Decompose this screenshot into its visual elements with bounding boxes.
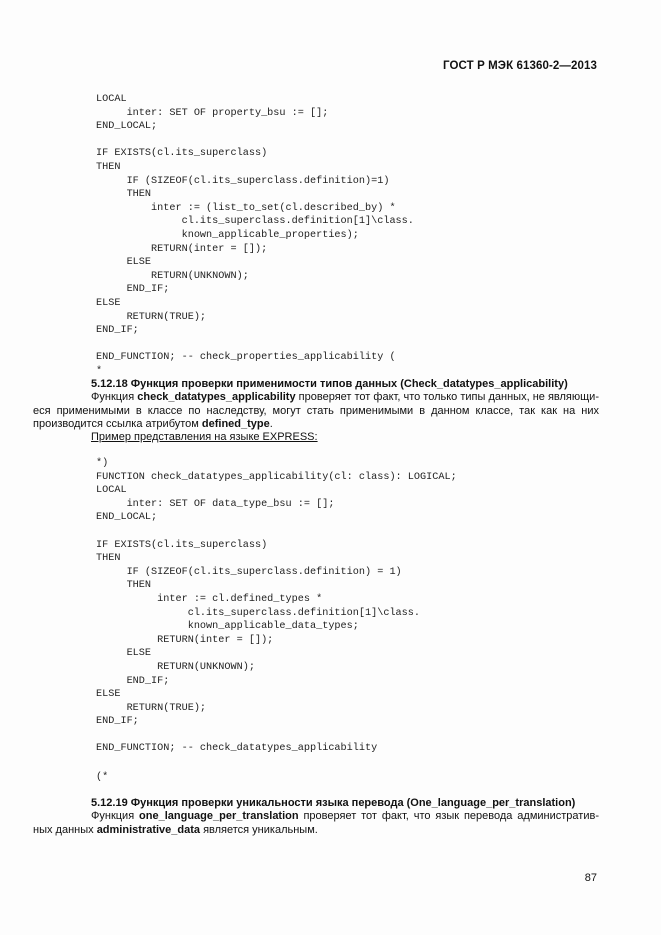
code-line: * <box>96 365 103 377</box>
code-line: END_IF; <box>96 716 139 728</box>
code-line: ELSE <box>96 257 152 269</box>
code-line <box>96 525 457 539</box>
code-line: RETURN(inter = []); <box>96 634 274 646</box>
example-caption: Пример представления на языке EXPRESS: <box>91 431 318 444</box>
function-name: check_datatypes_applicability <box>137 391 296 404</box>
code-line: known_applicable_data_types; <box>96 621 359 633</box>
code-line: END_FUNCTION; -- check_datatypes_applicability <box>96 743 378 755</box>
code-line: FUNCTION check_datatypes_applicability(cl: class): LOGICAL; <box>96 471 457 483</box>
code-line: END_LOCAL; <box>96 512 158 524</box>
code-line: RETURN(UNKNOWN); <box>96 661 255 673</box>
code-line <box>96 338 414 352</box>
code-line: THEN <box>96 161 121 173</box>
code-line: known_applicable_properties); <box>96 229 359 241</box>
code-line: RETURN(inter = []); <box>96 243 268 255</box>
attribute-name: defined_type <box>201 417 270 430</box>
code-line: END_IF; <box>96 284 170 296</box>
code-line: LOCAL <box>96 94 127 105</box>
code-line: END_LOCAL; <box>96 121 158 133</box>
code-line: IF EXISTS(cl.its_superclass) <box>96 539 268 551</box>
code-line: ELSE <box>96 689 121 701</box>
code-line: THEN <box>96 553 121 565</box>
page-number: 87 <box>584 872 597 884</box>
code-line: inter := (list_to_set(cl.described_by) * <box>96 202 396 214</box>
code-line: ELSE <box>96 297 121 309</box>
code-line: THEN <box>96 189 152 201</box>
express-code-block-2 <box>96 457 457 756</box>
code-line <box>96 729 457 743</box>
express-code-tail: (* <box>96 772 109 783</box>
code-line: END_IF; <box>96 675 170 687</box>
function-name: one_language_per_translation <box>139 810 299 823</box>
section-title: 5.12.19 Функция проверки уникальности языка перевода (One_language_per_translation) <box>91 797 576 809</box>
section-title: 5.12.18 Функция проверки применимости типов данных (Check_datatypes_applicability) <box>91 378 568 390</box>
section-5-12-18 <box>33 378 599 444</box>
code-line: inter: SET OF data_type_bsu := []; <box>96 498 335 510</box>
code-line: inter: SET OF property_bsu := []; <box>96 107 329 119</box>
code-line: END_IF; <box>96 325 139 337</box>
code-line: RETURN(TRUE); <box>96 702 207 714</box>
section-paragraph: Функция one_language_per_translation проверяет тот факт, что язык перевода административ-ных данных administrative_data является уникальным. <box>33 810 599 836</box>
code-line: cl.its_superclass.definition[1]\class. <box>96 216 414 228</box>
document-header: ГОСТ Р МЭК 61360-2—2013 <box>443 60 597 72</box>
code-line: THEN <box>96 580 152 592</box>
code-line: IF (SIZEOF(cl.its_superclass.definition) = 1) <box>96 566 402 578</box>
code-line: inter := cl.defined_types * <box>96 593 323 605</box>
code-line: IF EXISTS(cl.its_superclass) <box>96 148 268 160</box>
section-5-12-19 <box>33 797 599 837</box>
code-line: RETURN(UNKNOWN); <box>96 270 249 282</box>
code-line: LOCAL <box>96 485 127 497</box>
code-line: END_FUNCTION; -- check_properties_applicability ( <box>96 352 396 364</box>
attribute-name: administrative_data <box>96 823 201 836</box>
section-paragraph: Функция check_datatypes_applicability проверяет тот факт, что только типы данных, не являющи-еся применимыми в классе по наследству, могут стать применимыми в данном классе, так как на них производится ссылка атрибутом defined_type. <box>33 391 599 430</box>
code-line: ELSE <box>96 648 152 660</box>
code-line <box>96 134 414 148</box>
code-line: cl.its_superclass.definition[1]\class. <box>96 607 421 619</box>
code-line: *) <box>96 458 109 469</box>
code-line: IF (SIZEOF(cl.its_superclass.definition)=1) <box>96 175 390 187</box>
express-code-block-1 <box>96 93 414 378</box>
code-line: RETURN(TRUE); <box>96 311 207 323</box>
